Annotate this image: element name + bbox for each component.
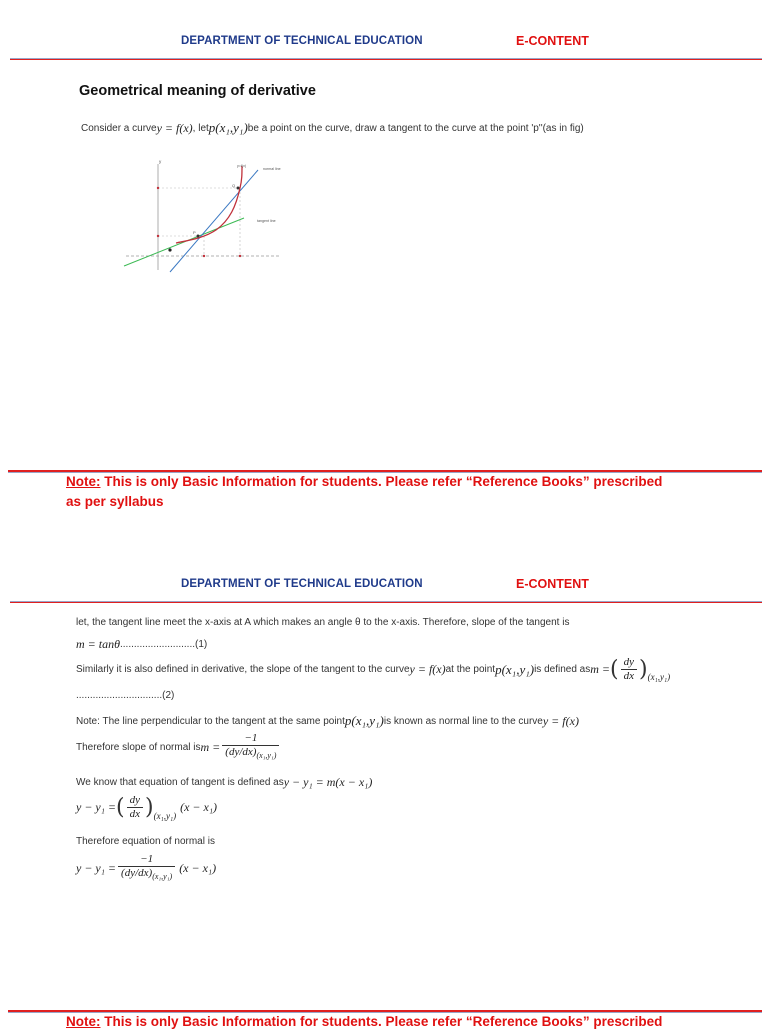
tangent-angle-line: let, the tangent line meet the x-axis at A which makes an angle θ to the x-axis. Therefore, slope of the tangent is <box>76 617 570 628</box>
equation-1 <box>76 637 207 652</box>
line3-text-b: is known as normal line to the curve <box>383 715 543 727</box>
point-expression: p(x₁,y₁) <box>208 120 248 135</box>
page-title: Geometrical meaning of derivative <box>79 83 316 99</box>
normal-definition-line <box>76 713 579 729</box>
header-econtent: E-CONTENT <box>516 577 589 591</box>
normal-slope-fraction: $\frac{-1}{(dy/dx)_{(x_1,y_1)}}$ <box>222 732 279 762</box>
line2-text-b: at the point <box>445 664 496 675</box>
m-equals: m = <box>200 739 221 754</box>
header-divider <box>10 58 762 60</box>
normal-slope-line <box>76 732 281 762</box>
eq1-math: m = tanθ <box>76 637 120 651</box>
dydx-fraction: $\frac{dy}{dx}$ <box>621 656 637 683</box>
eq1-tag: ...........................(1) <box>120 639 208 650</box>
intro-text-a: Consider a curve <box>81 122 157 134</box>
line3-text-a: Note: The line perpendicular to the tangent at the same point <box>76 715 345 727</box>
intro-paragraph <box>81 120 584 136</box>
equation-2-tag: ...............................(2) <box>76 690 175 701</box>
tangent-equation: y − y₁ = m(x − x₁) <box>283 775 373 789</box>
intro-text-b: , let <box>192 122 209 134</box>
m-equals: m = <box>590 662 610 676</box>
footer-note <box>66 1012 662 1032</box>
figure-p-label: P <box>193 230 196 235</box>
eq-rhs: (x − x₁) <box>180 800 218 814</box>
header-department: DEPARTMENT OF TECHNICAL EDUCATION <box>181 35 423 47</box>
curve-expression: y = f(x) <box>156 120 193 135</box>
intro-text-c: be a point on the curve, draw a tangent to the curve at the point 'p''(as in fig) <box>247 122 584 134</box>
point-expression: p(x₁,y₁) <box>495 661 535 677</box>
tangent-equation-line <box>76 775 372 790</box>
line5-text: We know that equation of tangent is defined as <box>76 777 284 788</box>
normal-equation-display <box>76 853 216 883</box>
tangent-equation-display: y − y₁ = ( $\frac{dy}{dx}$ ) (x₁,y₁) (x − x₁) <box>76 794 218 821</box>
point-expression: p(x₁,y₁) <box>344 713 384 728</box>
header-divider <box>10 601 762 603</box>
note-prefix: Note: <box>66 1014 101 1029</box>
eq-lhs: y − y₁ = <box>76 800 117 814</box>
line4-text: Therefore slope of normal is <box>76 741 201 753</box>
footer-note <box>66 472 662 512</box>
normal-equation-fraction: $\frac{-1}{(dy/dx)_{(x_1,y_1)}}$ <box>118 853 175 883</box>
eval-point: (x₁,y₁) <box>647 671 671 682</box>
line2-text-a: Similarly it is also defined in derivative, the slope of the tangent to the curve <box>76 664 410 675</box>
header-department: DEPARTMENT OF TECHNICAL EDUCATION <box>181 578 423 590</box>
eq-rhs: (x − x₁) <box>179 860 217 875</box>
figure-q-label: Q <box>232 183 236 188</box>
curve-path <box>176 166 242 243</box>
eq-lhs: y − y₁ = <box>76 860 117 875</box>
note-line2: as per syllabus <box>66 494 164 509</box>
figure-curve-label: y=f(x) <box>237 164 247 168</box>
figure-normal-label: normal line <box>263 167 281 171</box>
eval-point: (x₁,y₁) <box>153 810 177 821</box>
normal-line <box>170 170 258 272</box>
curve-expression: y = f(x) <box>542 713 579 728</box>
line2-text-c: is defined as <box>534 664 591 675</box>
normal-equation-heading: Therefore equation of normal is <box>76 836 215 847</box>
figure-y-label: y <box>159 159 162 164</box>
derivative-definition-line: Similarly it is also defined in derivative, the slope of the tangent to the curve y = f(x) at the point p(x₁,y₁) is defined as m = ( $\frac{dy}{dx}$ ) (x₁,y₁) <box>76 656 671 682</box>
header-econtent: E-CONTENT <box>516 34 589 48</box>
figure-tangent-label: tangent line <box>257 219 276 223</box>
tangent-normal-figure <box>118 152 288 280</box>
note-text: This is only Basic Information for students. Please refer “Reference Books” prescribed <box>100 474 663 489</box>
dydx-fraction: $\frac{dy}{dx}$ <box>127 794 143 821</box>
note-text: This is only Basic Information for students. Please refer “Reference Books” prescribed <box>100 1014 663 1029</box>
note-prefix: Note: <box>66 474 101 489</box>
curve-expression: y = f(x) <box>409 662 446 676</box>
